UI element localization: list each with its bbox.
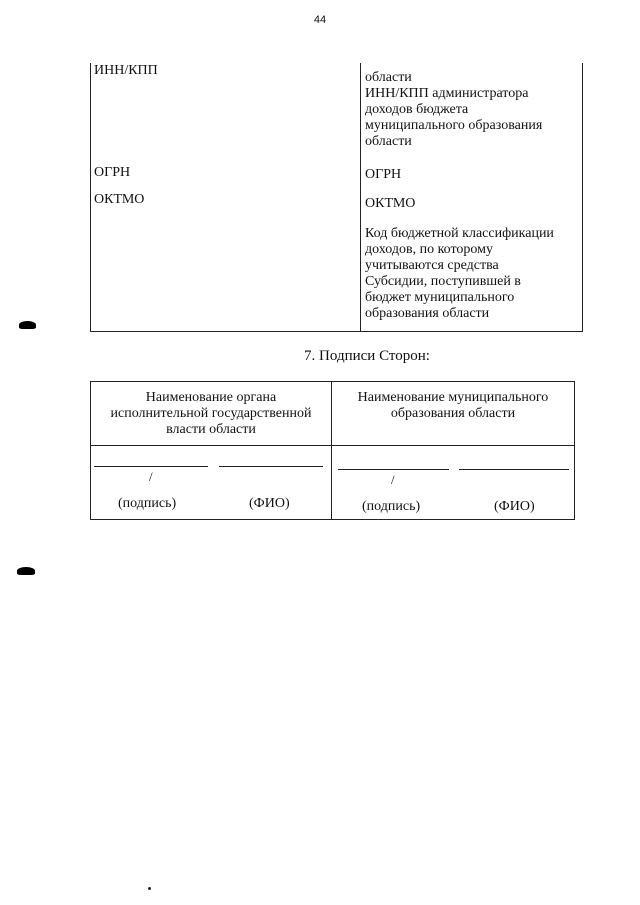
section-title: 7. Подписи Сторон: bbox=[304, 348, 430, 364]
left-header-line-3: власти области bbox=[166, 422, 256, 437]
right-kbk-line-3: учитываются средства bbox=[365, 258, 499, 273]
table-left-border bbox=[90, 63, 91, 331]
right-kbk-line-5: бюджет муниципального bbox=[365, 290, 515, 305]
signatures-row-divider bbox=[91, 445, 574, 446]
right-name-label: (ФИО) bbox=[494, 499, 535, 514]
right-ogrn-label: ОГРН bbox=[365, 167, 402, 182]
left-signature-line bbox=[94, 466, 208, 467]
table-column-divider bbox=[360, 63, 361, 331]
requisites-table bbox=[90, 63, 583, 332]
right-kbk-line-2: доходов, по которому bbox=[365, 242, 493, 257]
page-number: 44 bbox=[313, 14, 327, 26]
right-signature-line bbox=[338, 469, 449, 470]
hole-punch-mark bbox=[19, 321, 36, 329]
right-inn-line-3: доходов бюджета bbox=[365, 102, 469, 117]
right-inn-line-1: области bbox=[365, 70, 412, 85]
right-slash: / bbox=[391, 472, 395, 487]
left-slash: / bbox=[149, 469, 153, 484]
right-inn-line-2: ИНН/КПП администратора bbox=[365, 86, 529, 101]
right-kbk-line-6: образования области bbox=[365, 306, 490, 321]
right-inn-line-5: области bbox=[365, 134, 412, 149]
signatures-table bbox=[90, 381, 575, 520]
right-header-line-1: Наименование муниципального bbox=[357, 390, 549, 405]
left-signature-label: (подпись) bbox=[118, 496, 177, 511]
left-name-line bbox=[219, 466, 323, 467]
left-header-line-1: Наименование органа bbox=[145, 390, 277, 405]
scan-speck bbox=[148, 887, 151, 890]
left-party-header bbox=[91, 390, 331, 438]
left-header-line-2: исполнительной государственной bbox=[110, 406, 312, 421]
right-oktmo-label: ОКТМО bbox=[365, 196, 416, 211]
right-name-line bbox=[459, 469, 569, 470]
left-oktmo-label: ОКТМО bbox=[94, 192, 145, 207]
right-inn-line-4: муниципального образования bbox=[365, 118, 543, 133]
right-header-line-2: образования области bbox=[390, 406, 516, 421]
right-kbk-line-4: Субсидии, поступившей в bbox=[365, 274, 521, 289]
left-ogrn-label: ОГРН bbox=[94, 165, 131, 180]
right-kbk-line-1: Код бюджетной классификации bbox=[365, 226, 554, 241]
right-signature-label: (подпись) bbox=[362, 499, 421, 514]
hole-punch-mark bbox=[17, 567, 35, 575]
right-party-header bbox=[332, 390, 574, 422]
left-inn-kpp-label: ИНН/КПП bbox=[94, 63, 158, 78]
left-name-label: (ФИО) bbox=[249, 496, 290, 511]
